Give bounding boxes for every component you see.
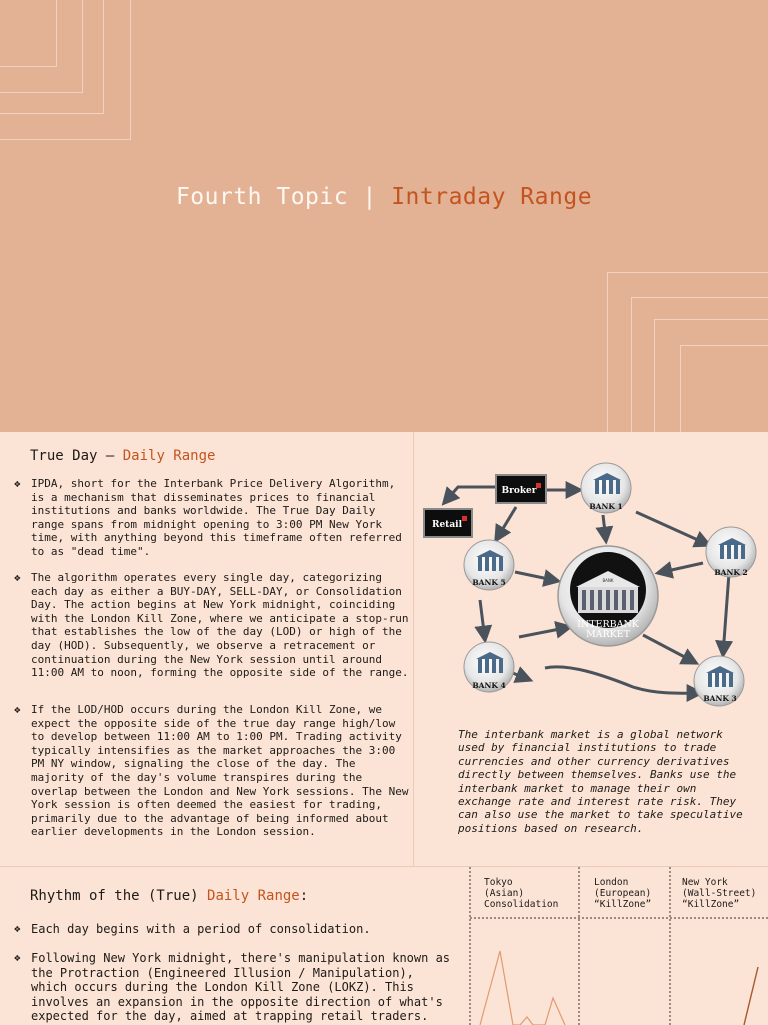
session-header-tokyo <box>484 877 558 910</box>
price-path-line <box>480 951 565 1025</box>
rhythm-section <box>0 866 768 1025</box>
session-name: Tokyo <box>484 877 513 888</box>
session-region: (Wall-Street) <box>682 888 757 899</box>
bank-label: BANK 3 <box>703 694 737 703</box>
hero-title-separator: | <box>362 184 377 210</box>
bank-label: BANK 1 <box>589 502 623 511</box>
decor-frame <box>680 345 768 432</box>
session-name: New York <box>682 877 728 888</box>
bullet-text: The algorithm operates every single day, categorizing each day as either a BUY-DAY, SELL-DAY, or Consolidation Day. The action begins at New York midnight, coinciding with the London Kill Zone, where we anticipate a stop-run that establishes the low of the day (LOD) or high of the day (HOD). Subsequently, we observe a retracement or continuation during the New York session until around 11:00 AM to noon, forming the opposite side of the range. <box>31 571 409 680</box>
title-slide <box>0 0 768 432</box>
bullet-text: Following New York midnight, there's manipulation known as the Protraction (Engineered Illusion / Manipulation), which occurs during the London Kill Zone (LOKZ). This involves an expansion in the opposite direction of what's expected for the day, aimed at trapping retail traders. <box>31 951 451 1023</box>
session-header-newyork <box>682 877 756 910</box>
interbank-network-diagram <box>418 455 763 713</box>
retail-label: Retail <box>431 520 463 530</box>
decor-frame <box>0 0 131 140</box>
heading-text: True Day – <box>30 448 115 464</box>
center-label-1: INTERBANK <box>577 619 639 630</box>
heading-text: Rhythm of the (True) <box>30 888 199 904</box>
session-phase: Consolidation <box>484 899 559 910</box>
bank-node-2 <box>706 527 756 577</box>
section-heading <box>30 448 215 464</box>
price-path-line <box>744 967 758 1025</box>
interbank-caption: The interbank market is a global network used by financial institutions to trade currencies and other currency derivatives directly between themselves. Banks use the interbank market to manage their own exchange rate and interest rate risk. They can also use the market to take speculative positions based on research. <box>458 728 743 835</box>
center-bank-label: BANK <box>602 578 614 583</box>
bank-label: BANK 4 <box>472 681 506 690</box>
bank-node-3 <box>694 656 744 706</box>
diamond-bullet-icon: ❖ <box>14 571 21 584</box>
diamond-bullet-icon: ❖ <box>14 477 21 490</box>
interbank-market-node <box>558 546 658 646</box>
column-divider <box>413 432 414 866</box>
broker-node <box>496 475 546 503</box>
bank-label: BANK 5 <box>472 578 506 587</box>
bullet-text: Each day begins with a period of consolidation. <box>31 922 371 936</box>
session-region: (Asian) <box>484 888 525 899</box>
heading-accent: Daily Range <box>122 448 216 464</box>
diamond-bullet-icon: ❖ <box>14 951 21 964</box>
session-region: (European) <box>594 888 652 899</box>
bank-node-4 <box>464 642 514 692</box>
retail-node <box>424 509 472 537</box>
hero-title-topic: Intraday Range <box>391 184 593 210</box>
session-phase: “KillZone” <box>594 899 652 910</box>
bullet-text: IPDA, short for the Interbank Price Delivery Algorithm, is a mechanism that disseminates prices to financial institutions and banks worldwide. The True Day Daily range spans from midnight opening to 3:00 PM New York time, with anything beyond this timeframe often referred to as "dead time". <box>31 477 402 558</box>
bank-label: BANK 2 <box>714 568 748 577</box>
hero-title-main: Fourth Topic <box>175 184 349 210</box>
session-header-london <box>594 877 651 910</box>
hero-title <box>0 184 768 210</box>
bank-node-1 <box>581 463 631 513</box>
session-name: London <box>594 877 629 888</box>
heading-accent: Daily Range <box>207 888 300 904</box>
diamond-bullet-icon: ❖ <box>14 922 21 935</box>
diamond-bullet-icon: ❖ <box>14 703 21 716</box>
broker-label: Broker <box>501 486 537 496</box>
heading-suffix: : <box>299 888 309 904</box>
bullet-text: If the LOD/HOD occurs during the London Kill Zone, we expect the opposite side of the true day range high/low to develop between 11:00 AM to 1:00 PM. Trading activity typically intensifies as the market approaches the 3:00 PM NY window, signaling the close of the day. The majority of the day's volume transpires during the overlap between the London and New York sessions. The New York session is often deemed the easiest for trading, primarily due to the advantage of being informed about earlier developments in the London session. <box>31 703 409 839</box>
session-chart <box>0 867 768 1025</box>
center-label-2: MARKET <box>585 629 631 640</box>
bank-node-5 <box>464 540 514 590</box>
session-phase: “KillZone” <box>682 899 740 910</box>
